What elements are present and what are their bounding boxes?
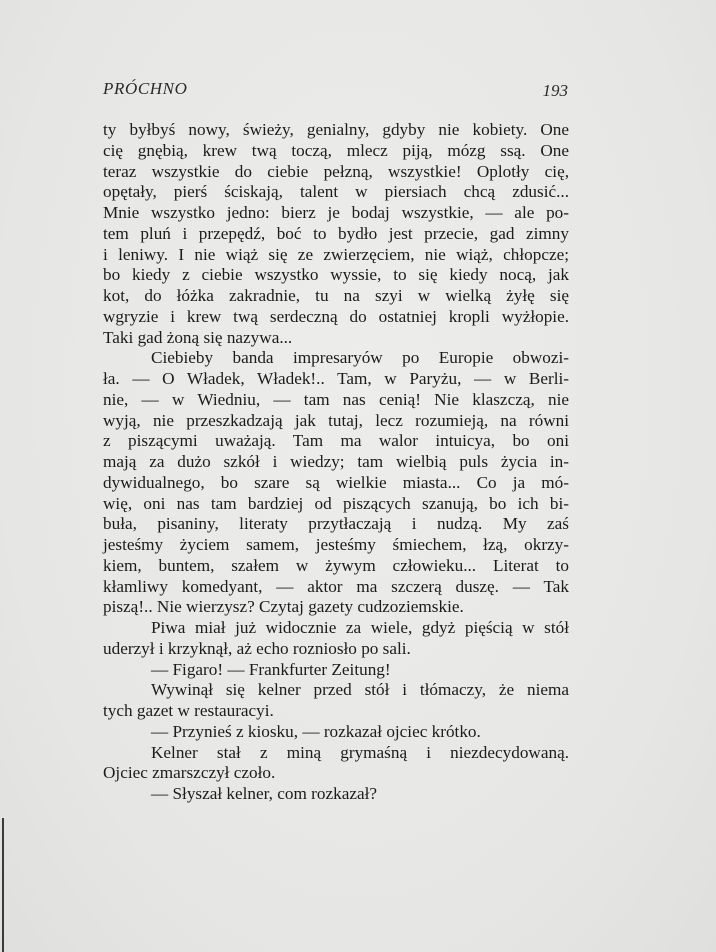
- text-line: jesteśmy życiem samem, jesteśmy śmiechem, łzą, okrzy-: [103, 535, 569, 554]
- text-line: teraz wszystkie do ciebie pełzną, wszystkie! Oplotły cię,: [103, 161, 569, 181]
- text-line: wię, oni nas tam bardziej od piszących szanują, bo ich bi-: [103, 493, 569, 513]
- text-line: bo kiedy z ciebie wszystko wyssie, to się kiedy nocą, jak: [103, 265, 569, 285]
- text-line: tych gazet w restauracyi.: [103, 701, 274, 720]
- text-line: Mnie wszystko jedno: bierz je bodaj wszystkie, — ale po-: [103, 203, 569, 222]
- text-line: kot, do łóżka zakradnie, tu na szyi w wielką żyłę się: [103, 286, 569, 305]
- text-line: dywidualnego, bo szare są wielkie miasta... Co ja mó-: [103, 472, 569, 492]
- running-head: [103, 79, 568, 101]
- body-text: [103, 120, 569, 805]
- running-title: PRÓCHNO: [103, 79, 188, 98]
- text-line: Ojciec zmarszczył czoło.: [103, 763, 276, 783]
- text-line: uderzył i krzyknął, aż echo rozniosło po sali.: [103, 638, 411, 658]
- page-number: 193: [542, 81, 568, 100]
- text-line: buła, pisaniny, literaty przytłaczają i nudzą. My zaś: [103, 514, 569, 534]
- text-line: — Słyszał kelner, com rozkazał?: [151, 784, 377, 803]
- text-line: kiem, buntem, szałem w żywym człowieku... Literat to: [103, 555, 569, 575]
- text-line: opętały, pierś ściskają, talent w piersiach chcą zdusić...: [103, 182, 569, 202]
- text-line: Ciebieby banda impresaryów po Europie obwozi-: [151, 348, 569, 368]
- text-line: ła. — O Władek, Władek!.. Tam, w Paryżu, — w Berli-: [103, 369, 569, 388]
- text-line: mają za dużo szkół i wiedzy; tam wielbią puls życia in-: [103, 452, 569, 471]
- text-line: tem pluń i przepędź, boć to bydło jest przecie, gad zimny: [103, 223, 569, 243]
- text-line: Kelner stał z miną grymaśną i niezdecydowaną.: [151, 742, 569, 762]
- text-line: kłamliwy komedyant, — aktor ma szczerą duszę. — Tak: [103, 576, 569, 596]
- page-edge-shadow: [2, 818, 4, 952]
- text-line: Piwa miał już widocznie za wiele, gdyż pięścią w stół: [151, 618, 569, 637]
- text-line: piszą!.. Nie wierzysz? Czytaj gazety cudzoziemskie.: [103, 597, 464, 617]
- text-line: — Przynieś z kiosku, — rozkazał ojciec krótko.: [151, 721, 481, 741]
- text-line: ty byłbyś nowy, świeży, genialny, gdyby nie kobiety. One: [103, 120, 569, 139]
- text-line: nie, — w Wiedniu, — tam nas cenią! Nie klaszczą, nie: [103, 389, 569, 409]
- text-line: Taki gad żoną się nazywa...: [103, 327, 293, 347]
- text-line: Wywinął się kelner przed stół i tłómaczy, że niema: [151, 680, 569, 700]
- text-line: wgryzie i krew twą serdeczną do ostatniej kropli wyżłopie.: [103, 306, 569, 326]
- text-line: z piszącymi uważają. Tam ma walor intuicya, bo oni: [103, 431, 569, 451]
- text-line: i leniwy. I nie wiąż się ze zwierzęciem, nie wiąż, chłopcze;: [103, 244, 569, 264]
- text-line: — Figaro! — Frankfurter Zeitung!: [151, 659, 391, 679]
- text-line: wyją, nie przeszkadzają jak tutaj, lecz rozumieją, na równi: [103, 410, 569, 430]
- text-line: cię gnębią, krew twą toczą, mlecz piją, mózg ssą. One: [103, 140, 569, 160]
